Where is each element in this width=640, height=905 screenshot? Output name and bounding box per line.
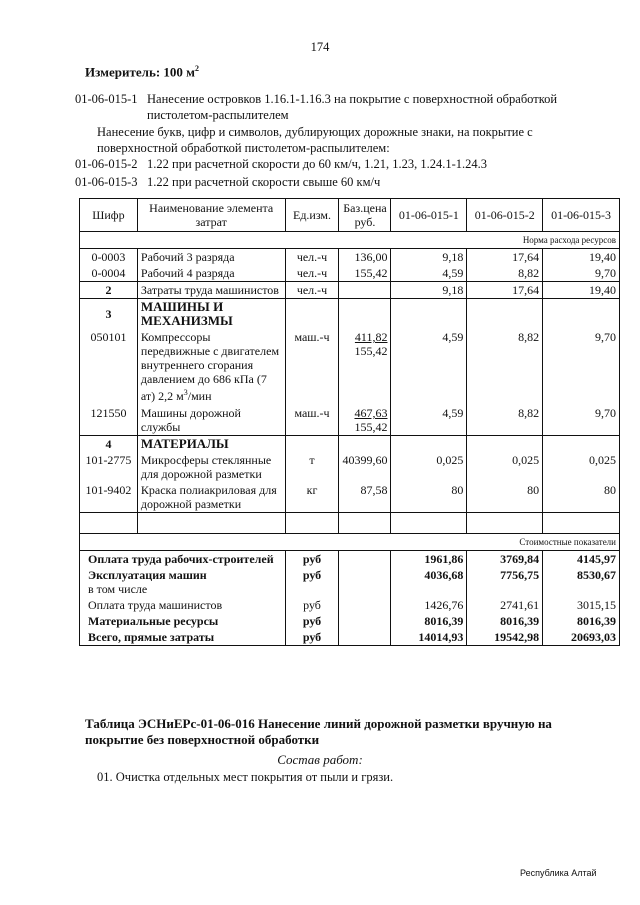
summary-unit: руб — [285, 551, 339, 568]
section-code: 3 — [80, 299, 138, 330]
row-v1: 9,18 — [391, 282, 467, 299]
table-gap — [80, 513, 620, 534]
row-v3: 19,40 — [543, 249, 620, 266]
row-name-text: Компрессоры передвижные с двигателем внутреннего сгорания давлением до 686 кПа (7 ат) 2,2 м — [140, 330, 280, 403]
row-name: Краска полиакриловая для дорожной разметки — [137, 482, 285, 513]
summary-name — [80, 567, 286, 597]
summary-v3: 4145,97 — [543, 551, 620, 568]
row-v2: 0,025 — [467, 452, 543, 482]
row-code: 050101 — [80, 329, 138, 405]
row-v2: 17,64 — [467, 282, 543, 299]
col-header: Наименование элемента затрат — [137, 199, 285, 232]
footer-region: Республика Алтай — [520, 868, 597, 878]
intro-code: 01-06-015-1 — [75, 92, 138, 106]
summary-row — [80, 551, 620, 568]
summary-row — [80, 597, 620, 613]
summary-name-sub: в том числе — [88, 582, 148, 596]
row-v1: 80 — [391, 482, 467, 513]
summary-unit: руб — [285, 597, 339, 613]
row-unit: чел.-ч — [285, 249, 339, 266]
row-price — [339, 329, 391, 405]
col-header: Шифр — [80, 199, 138, 232]
row-price: 40399,60 — [339, 452, 391, 482]
row-price-main: 467,63 — [354, 406, 388, 420]
summary-v1: 1961,86 — [391, 551, 467, 568]
summary-v2: 19542,98 — [467, 629, 543, 646]
row-unit: чел.-ч — [285, 282, 339, 299]
page-number: 174 — [310, 40, 330, 54]
summary-row — [80, 629, 620, 646]
summary-row — [80, 567, 620, 597]
row-v3: 0,025 — [543, 452, 620, 482]
summary-v1: 1426,76 — [391, 597, 467, 613]
cost-label-row — [80, 534, 620, 551]
summary-v3: 20693,03 — [543, 629, 620, 646]
row-code: 101-2775 — [80, 452, 138, 482]
section-title: МАТЕРИАЛЫ — [137, 436, 285, 453]
row-v2: 8,82 — [467, 329, 543, 405]
row-v3: 9,70 — [543, 265, 620, 282]
row-name-sup: 3 — [183, 388, 188, 397]
row-code: 0-0004 — [80, 265, 138, 282]
row-name: Рабочий 3 разряда — [137, 249, 285, 266]
intro-code: 01-06-015-3 — [75, 175, 138, 189]
row-v2: 8,82 — [467, 405, 543, 436]
row-v3: 19,40 — [543, 282, 620, 299]
row-code: 0-0003 — [80, 249, 138, 266]
row-v3: 9,70 — [543, 405, 620, 436]
summary-unit: руб — [285, 567, 339, 597]
row-unit: маш.-ч — [285, 329, 339, 405]
norm-label: Норма расхода ресурсов — [80, 232, 620, 249]
resource-table — [79, 198, 620, 646]
intro-text: 1.22 при расчетной скорости до 60 км/ч, 1.21, 1.23, 1.24.1-1.24.3 — [147, 157, 488, 171]
intro-paragraph: Нанесение букв, цифр и символов, дублирующих дорожные знаки, на покрытие с поверхностной обработкой пистолетом-распылителем: — [97, 125, 533, 155]
measure-sup: 2 — [195, 64, 200, 73]
summary-name: Всего, прямые затраты — [80, 629, 286, 646]
intro-code: 01-06-015-2 — [75, 157, 138, 171]
section-header-machines — [80, 299, 620, 330]
row-price-main: 411,82 — [354, 330, 388, 344]
row-name-tail: /мин — [187, 389, 212, 403]
next-table-title: Таблица ЭСНиЕРс-01-06-016 Нанесение линий дорожной разметки вручную на покрытие без поверхностной обработки — [85, 716, 552, 747]
table-row — [80, 249, 620, 266]
summary-name: Оплата труда рабочих-строителей — [80, 551, 286, 568]
row-v3: 9,70 — [543, 329, 620, 405]
row-unit: т — [285, 452, 339, 482]
norm-label-row — [80, 232, 620, 249]
work-title: Состав работ: — [277, 752, 363, 767]
col-header: Ед.изм. — [285, 199, 339, 232]
row-name: Микросферы стеклянные для дорожной разметки — [137, 452, 285, 482]
row-v1: 0,025 — [391, 452, 467, 482]
summary-v1: 8016,39 — [391, 613, 467, 629]
measure-heading — [85, 64, 199, 80]
col-header: 01-06-015-3 — [543, 199, 620, 232]
row-v2: 8,82 — [467, 265, 543, 282]
row-price-sub: 155,42 — [354, 420, 388, 434]
work-item: 01. Очистка отдельных мест покрытия от пыли и грязи. — [97, 770, 394, 784]
row-v3: 80 — [543, 482, 620, 513]
row-price-sub: 155,42 — [354, 344, 388, 358]
summary-v2: 3769,84 — [467, 551, 543, 568]
row-v1: 4,59 — [391, 329, 467, 405]
summary-v2: 7756,75 — [467, 567, 543, 597]
row-unit: маш.-ч — [285, 405, 339, 436]
summary-unit: руб — [285, 613, 339, 629]
summary-v1: 4036,68 — [391, 567, 467, 597]
row-name: Затраты труда машинистов — [137, 282, 285, 299]
summary-v3: 8530,67 — [543, 567, 620, 597]
col-header: 01-06-015-2 — [467, 199, 543, 232]
row-price — [339, 282, 391, 299]
summary-name: Материальные ресурсы — [80, 613, 286, 629]
intro-line-2 — [75, 156, 615, 172]
row-name — [137, 329, 285, 405]
table-row — [80, 265, 620, 282]
intro-text: 1.22 при расчетной скорости свыше 60 км/ч — [147, 175, 381, 189]
section-code: 4 — [80, 436, 138, 453]
row-v1: 4,59 — [391, 405, 467, 436]
summary-v1: 14014,93 — [391, 629, 467, 646]
row-code: 101-9402 — [80, 482, 138, 513]
row-price — [339, 405, 391, 436]
summary-v2: 8016,39 — [467, 613, 543, 629]
table-row — [80, 282, 620, 299]
row-price: 155,42 — [339, 265, 391, 282]
table-header-row — [80, 199, 620, 232]
table-row — [80, 452, 620, 482]
row-name: Машины дорожной службы — [137, 405, 285, 436]
row-unit: кг — [285, 482, 339, 513]
summary-v2: 2741,61 — [467, 597, 543, 613]
section-title: МАШИНЫ И МЕХАНИЗМЫ — [137, 299, 285, 330]
row-v2: 80 — [467, 482, 543, 513]
table-row — [80, 329, 620, 405]
col-header: 01-06-015-1 — [391, 199, 467, 232]
summary-row — [80, 613, 620, 629]
row-price: 136,00 — [339, 249, 391, 266]
section-header-materials — [80, 436, 620, 453]
row-price: 87,58 — [339, 482, 391, 513]
cost-label: Стоимостные показатели — [80, 534, 620, 551]
intro-text-b: пистолетом-распылителем — [147, 108, 289, 122]
summary-name-text: Эксплуатация машин — [88, 568, 207, 582]
row-v2: 17,64 — [467, 249, 543, 266]
row-name: Рабочий 4 разряда — [137, 265, 285, 282]
intro-line-3 — [75, 174, 615, 190]
summary-v3: 3015,15 — [543, 597, 620, 613]
summary-unit: руб — [285, 629, 339, 646]
summary-name: Оплата труда машинистов — [80, 597, 286, 613]
col-header: Баз.цена руб. — [339, 199, 391, 232]
table-row — [80, 405, 620, 436]
row-v1: 9,18 — [391, 249, 467, 266]
row-unit: чел.-ч — [285, 265, 339, 282]
intro-line-1 — [75, 91, 595, 123]
summary-v3: 8016,39 — [543, 613, 620, 629]
measure-text: Измеритель: 100 м — [85, 64, 196, 80]
row-code: 121550 — [80, 405, 138, 436]
intro-text-a: Нанесение островков 1.16.1-1.16.3 на покрытие с поверхностной обработкой — [147, 92, 558, 106]
row-code: 2 — [80, 282, 138, 299]
table-row — [80, 482, 620, 513]
row-v1: 4,59 — [391, 265, 467, 282]
intro-text — [147, 91, 637, 123]
